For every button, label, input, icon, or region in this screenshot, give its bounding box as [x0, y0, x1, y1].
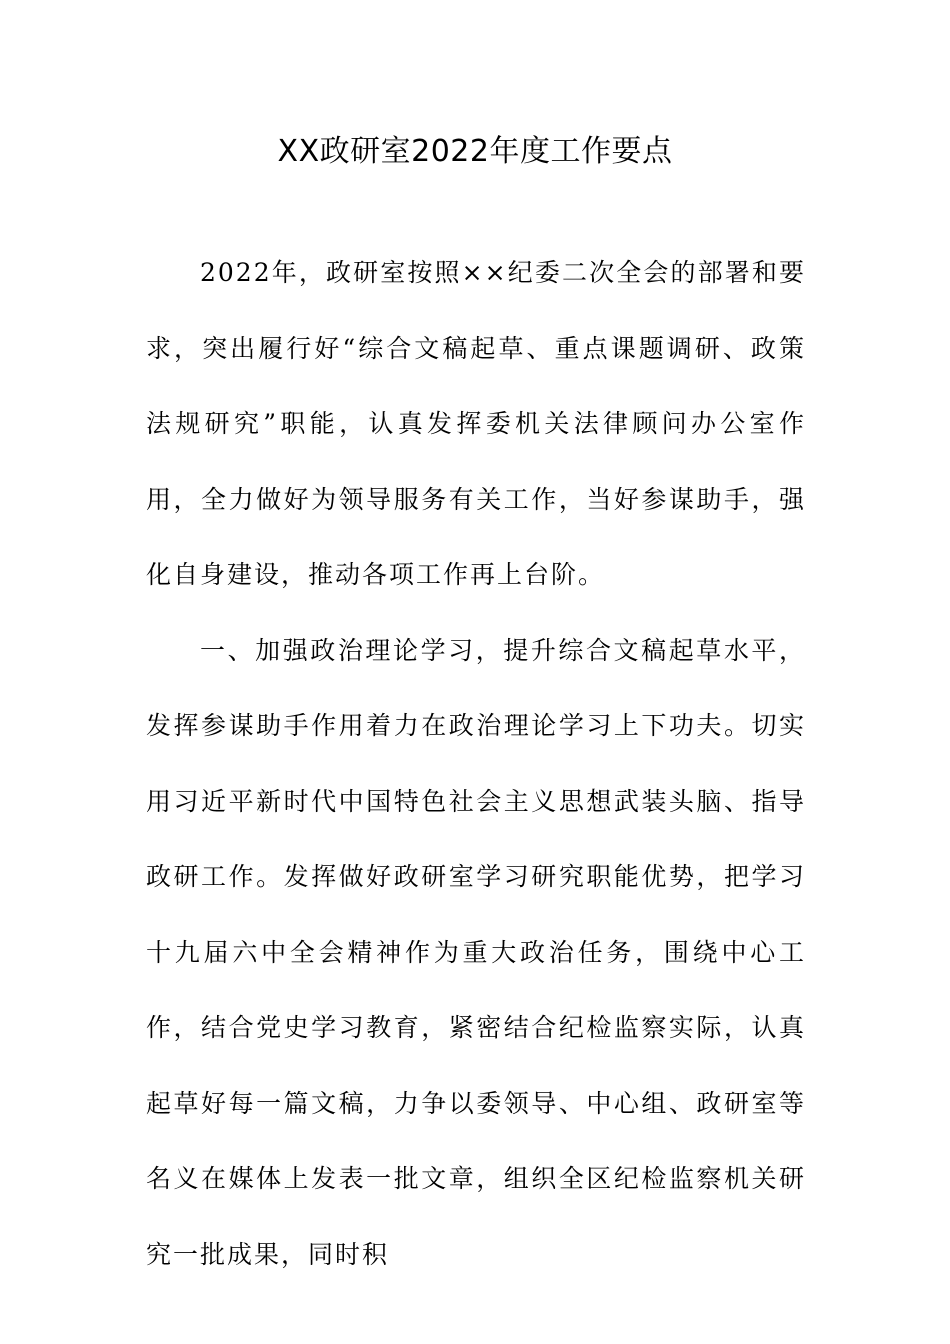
paragraph-intro: 2022年，政研室按照××纪委二次全会的部署和要求，突出履行好“综合文稿起草、重点课题调研、政策法规研究”职能，认真发挥委机关法律顾问办公室作用，全力做好为领导服务有关工作，当好参谋助手，强化自身建设，推动各项工作再上台阶。: [146, 258, 806, 589]
document-body: [146, 235, 806, 1292]
document-title: XX政研室2022年度工作要点: [277, 134, 673, 169]
paragraph-section-one: 一、加强政治理论学习，提升综合文稿起草水平，发挥参谋助手作用着力在政治理论学习上下功夫。切实用习近平新时代中国特色社会主义思想武装头脑、指导政研工作。发挥做好政研室学习研究职能优势，把学习十九届六中全会精神作为重大政治任务，围绕中心工作，结合党史学习教育，紧密结合纪检监察实际，认真起草好每一篇文稿，力争以委领导、中心组、政研室等名义在媒体上发表一批文章，组织全区纪检监察机关研究一批成果，同时积: [146, 635, 806, 1269]
